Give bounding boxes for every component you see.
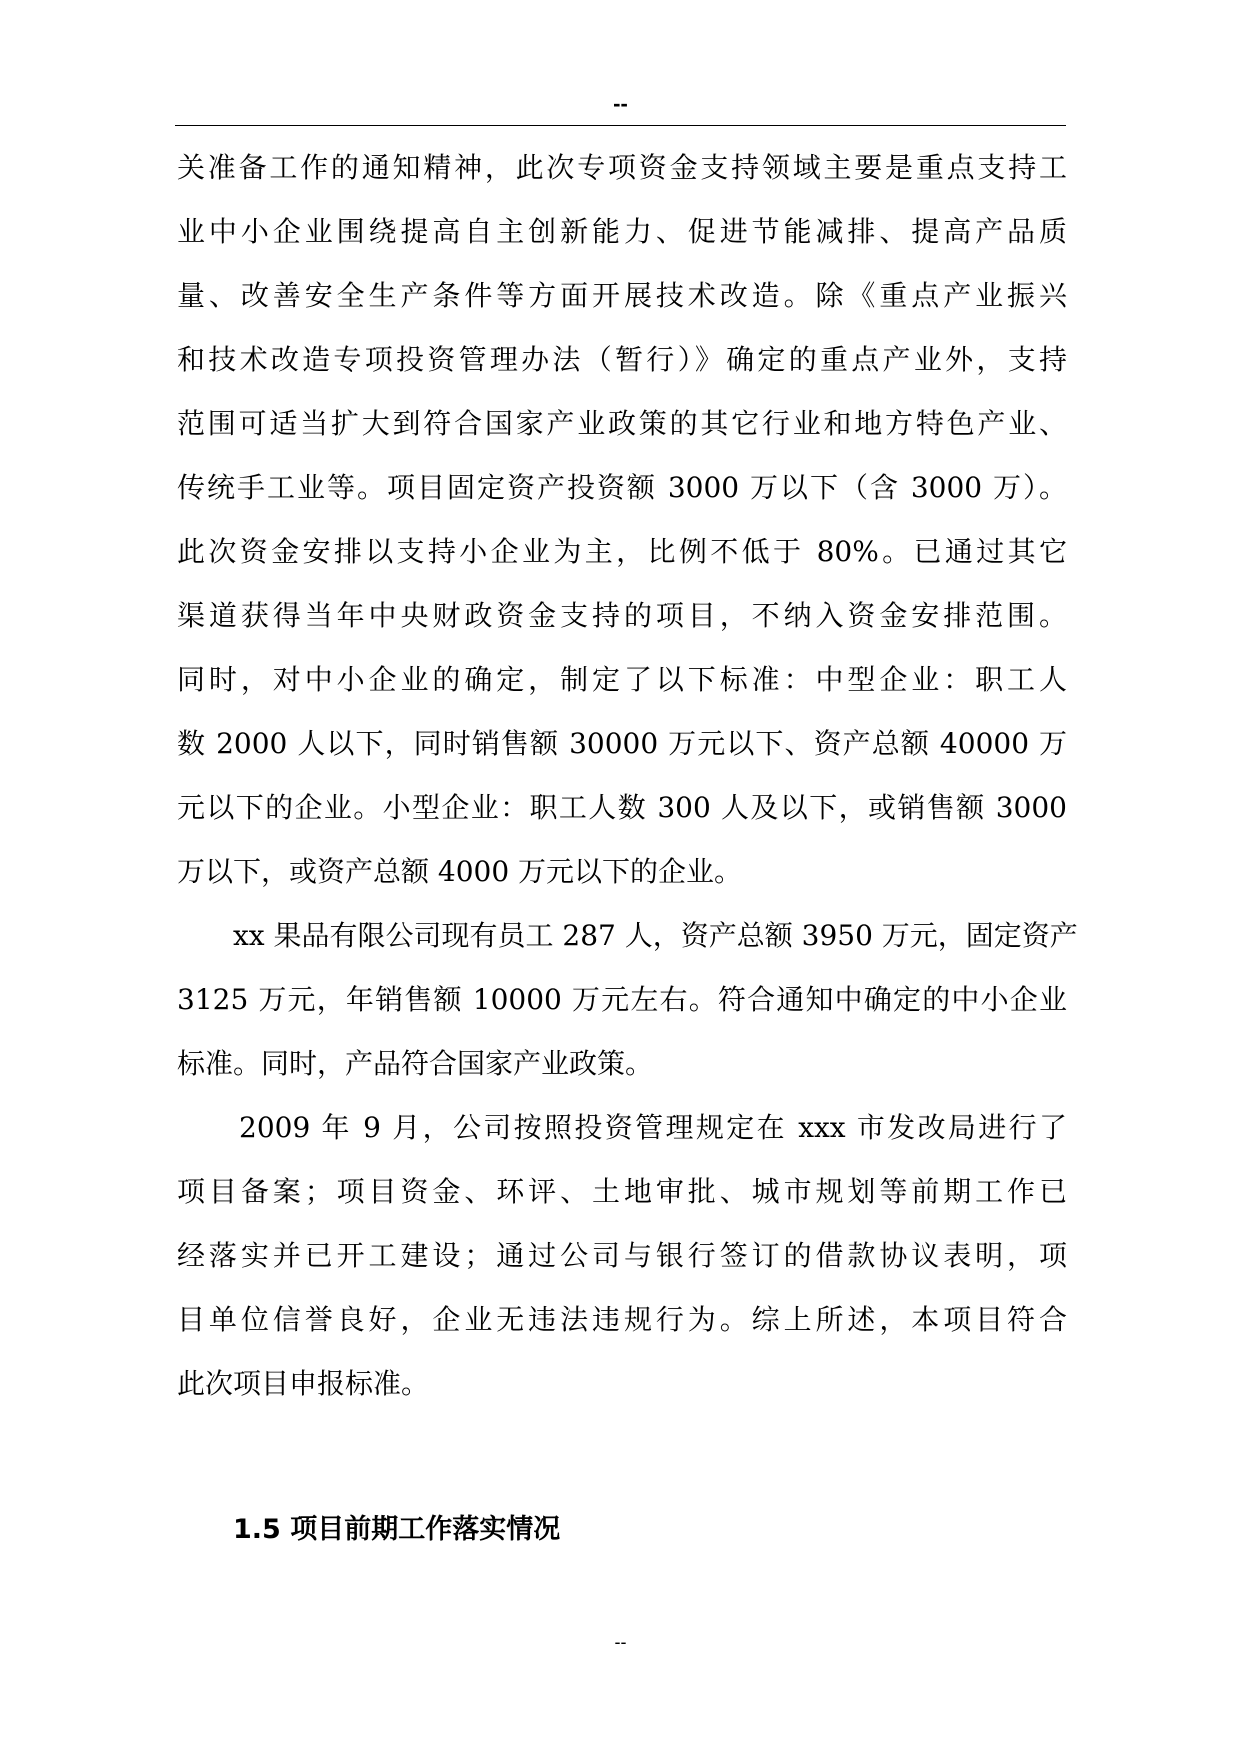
page-footer-mark: --: [614, 1632, 627, 1652]
header-divider: [175, 125, 1066, 126]
text-line: 目单位信誉良好，企业无违法违规行为。综上所述，本项目符合: [177, 1303, 1067, 1336]
text-line: 3125 万元，年销售额 10000 万元左右。符合通知中确定的中小企业: [177, 983, 1067, 1016]
text-line: 和技术改造专项投资管理办法（暂行）》确定的重点产业外，支持: [177, 343, 1067, 376]
text-line: 传统手工业等。项目固定资产投资额 3000 万以下（含 3000 万）。: [177, 471, 1067, 504]
paragraph-funding-criteria: [177, 136, 1067, 904]
text-line: 万以下，或资产总额 4000 万元以下的企业。: [177, 855, 743, 888]
text-line: 项目备案；项目资金、环评、土地审批、城市规划等前期工作已: [177, 1175, 1067, 1208]
text-line: 同时，对中小企业的确定，制定了以下标准：中型企业：职工人: [177, 663, 1067, 696]
text-line: 范围可适当扩大到符合国家产业政策的其它行业和地方特色产业、: [177, 407, 1067, 440]
text-line: 数 2000 人以下，同时销售额 30000 万元以下、资产总额 40000 万: [177, 727, 1067, 760]
paragraph-company-profile: [177, 904, 1078, 1096]
text-line: 关准备工作的通知精神，此次专项资金支持领域主要是重点支持工: [177, 151, 1067, 184]
text-line: 此次资金安排以支持小企业为主，比例不低于 80%。已通过其它: [177, 535, 1067, 568]
text-line: 渠道获得当年中央财政资金支持的项目，不纳入资金安排范围。: [177, 599, 1067, 632]
paragraph-project-filing: [177, 1096, 1067, 1416]
text-line: 量、改善安全生产条件等方面开展技术改造。除《重点产业振兴: [177, 279, 1067, 312]
section-heading: 1.5 项目前期工作落实情况: [233, 1514, 561, 1545]
text-line: 2009 年 9 月，公司按照投资管理规定在 xxx 市发改局进行了: [239, 1111, 1067, 1144]
document-body: [177, 136, 1078, 1416]
text-line: 经落实并已开工建设；通过公司与银行签订的借款协议表明，项: [177, 1239, 1067, 1272]
text-line: xx 果品有限公司现有员工 287 人，资产总额 3950 万元，固定资产: [233, 919, 1078, 952]
text-line: 标准。同时，产品符合国家产业政策。: [177, 1047, 654, 1080]
text-line: 元以下的企业。小型企业：职工人数 300 人及以下，或销售额 3000: [177, 791, 1067, 824]
page-header-mark: --: [613, 91, 628, 116]
text-line: 业中小企业围绕提高自主创新能力、促进节能减排、提高产品质: [177, 215, 1067, 248]
text-line: 此次项目申报标准。: [177, 1367, 430, 1400]
